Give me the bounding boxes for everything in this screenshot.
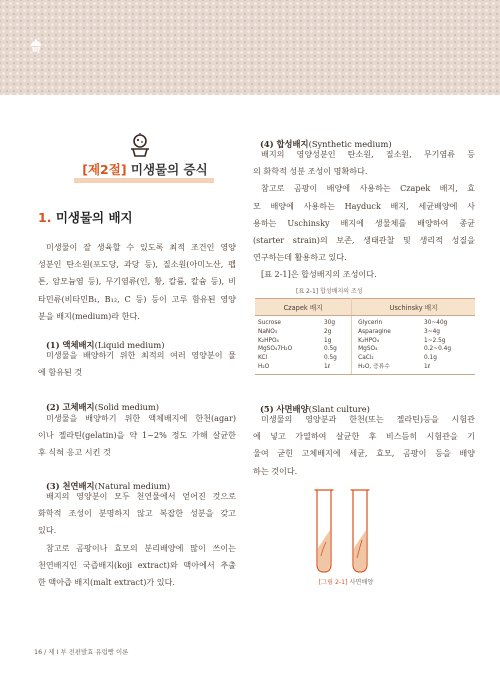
item-1-line: 에 함유된 것	[38, 367, 83, 378]
heading-title: 미생물의 배지	[55, 210, 133, 225]
item-2-body	[38, 410, 236, 462]
intro-line: 타민류(비타민B₁, B₁₂, C 등) 등이 고루 함유된 영양	[38, 293, 236, 304]
header-band	[0, 0, 500, 95]
section-number: [제2절]	[82, 162, 127, 177]
item-2-line: 이나 젤라틴(gelatin)을 약 1~2% 정도 가해 살균한	[38, 430, 236, 441]
item-5-line: 울여 굳힌 고체배지에 세균, 효모, 곰팡이 등을 배양	[253, 448, 475, 459]
item-4-line: (starter strain)의 보존, 생태관찰 및 생리적 성질을	[253, 235, 475, 246]
item-5-line: 미생물의 영양분과 한천(또는 젤라틴)등을 시험관	[261, 414, 475, 424]
section-title-underline	[74, 178, 214, 183]
table-cell: K₂HPO₄	[258, 337, 279, 344]
item-1-english: (Liquid medium)	[94, 340, 165, 350]
item-2-number: (2)	[46, 402, 60, 412]
table-row	[255, 363, 475, 374]
item-3-number: (3)	[46, 481, 60, 491]
item-3-line: 천연배지인 국즙배지(koji extract)와 맥아에서 추출	[38, 559, 236, 570]
intro-paragraph	[38, 239, 236, 325]
table-row	[255, 328, 475, 337]
item-5-body	[253, 411, 475, 480]
intro-line: 분을 배지(medium)라 한다.	[38, 310, 140, 321]
table-cell: H₂O, 증류수	[352, 363, 422, 374]
table-caption: [표 2-1] 합성배지의 조성	[296, 288, 363, 295]
item-4-name: 합성배지	[276, 139, 309, 149]
table-cell: CaCl₂	[358, 355, 374, 362]
item-5-name: 사면배양	[276, 404, 309, 414]
section-title-text: 미생물의 증식	[130, 162, 208, 177]
intro-line: 톤, 암모늄염 등), 무기염류(인, 황, 칼륨, 칼슘 등), 비	[38, 276, 236, 287]
item-4-number: (4)	[260, 139, 274, 149]
table-header-uschinsky: Uschinsky 배지	[352, 299, 475, 316]
item-3-line: 한 맥아즙 배지(malt extract)가 있다.	[38, 577, 175, 588]
table-row	[255, 337, 475, 346]
test-tube-right	[351, 490, 370, 572]
item-3-body	[38, 488, 236, 591]
item-4-line: 배지의 영양성분인 탄소원, 질소원, 무기염류 등	[261, 149, 475, 159]
test-tube-left	[315, 490, 334, 572]
table-cell: MgSO₄7H₂O	[258, 346, 293, 353]
item-4-english: (Synthetic medium)	[308, 139, 392, 149]
item-2-english: (Solid medium)	[94, 402, 159, 412]
page-footer: 16 / 제 Ⅰ 부 전편발효 유럽빵 이론	[34, 648, 129, 656]
heading	[38, 208, 133, 226]
table-cell: 30g	[322, 316, 352, 328]
item-5-english: (Slant culture)	[308, 404, 370, 414]
table-row	[255, 345, 475, 354]
item-3-line: 있다.	[38, 525, 57, 536]
media-composition-table	[255, 298, 475, 375]
table-cell: 1ℓ	[422, 363, 475, 374]
figure-caption-text: 사면배양	[349, 579, 374, 586]
table-cell: MgSO₄	[358, 346, 378, 353]
item-3-line: 배지의 영양분이 모두 천연물에서 얻어진 것으로	[46, 491, 236, 501]
item-4-line: 의 화학적 성분 조성이 명확하다.	[253, 166, 368, 177]
figure-tag: [그림 2-1]	[318, 579, 348, 586]
table-cell: 3~4g	[424, 328, 440, 335]
table-cell: 2g	[322, 328, 352, 337]
slant-culture-test-tubes	[303, 486, 383, 576]
item-3-name: 천연배지	[62, 481, 95, 491]
table-cell: 0.2~0.4g	[424, 346, 452, 353]
table-header-row	[255, 299, 475, 316]
table-cell: K₂HPO₄	[358, 337, 380, 344]
item-3-line: 화학적 조성이 분명하지 않고 복잡한 성분을 갖고	[38, 508, 236, 519]
item-4-line: [표 2-1]은 합성배지의 조성이다.	[261, 269, 377, 280]
table-row	[255, 316, 475, 328]
table-cell: H₂O	[255, 363, 322, 374]
table-cell: Glycerin	[358, 320, 383, 326]
item-3-line: 참고로 곰팡이나 효모의 분리배양에 많이 쓰이는	[46, 542, 236, 553]
item-4-line: 연구하는데 활용하고 있다.	[253, 252, 347, 263]
table-cell: 0.5g	[322, 345, 352, 354]
intro-line: 미생물이 잘 생육할 수 있도록 최적 조건인 영양	[46, 242, 236, 252]
table-cell: 0.1g	[424, 355, 437, 362]
item-2-name: 고체배지	[62, 402, 95, 412]
table-cell: KCl	[258, 355, 268, 362]
table-cell: 1g	[322, 337, 352, 346]
item-2-line: 미생물을 배양하기 위한 액체배지에 한천(agar)	[46, 413, 236, 423]
item-5-line: 하는 것이다.	[253, 465, 298, 476]
item-4-line: 모 배양에 사용하는 Hayduck 배지, 세균배양에 사	[253, 200, 475, 211]
item-4-body	[253, 146, 475, 284]
item-1-number: (1)	[46, 340, 60, 350]
table-header-czapek: Czapek 배지	[255, 299, 352, 316]
item-1-body	[38, 347, 236, 381]
cupcake-icon	[28, 38, 44, 54]
table-cell: 0.5g	[322, 354, 352, 363]
table-cell: NaNO₃	[258, 328, 278, 335]
table-cell: 1ℓ	[322, 363, 352, 374]
heading-number: 1.	[38, 210, 52, 225]
intro-line: 성분인 탄소원(포도당, 과당 등), 질소원(아미노산, 펩	[38, 259, 236, 270]
figure-caption	[300, 577, 392, 586]
table-cell: 30~40g	[424, 320, 448, 326]
item-5-number: (5)	[260, 404, 274, 414]
microbe-emblem-icon	[127, 132, 153, 158]
table-row	[255, 354, 475, 363]
item-5-line: 에 넣고 가열하여 살균한 후 비스듬히 시험관을 기	[253, 431, 475, 442]
item-3-english: (Natural medium)	[94, 481, 171, 491]
table-cell: 1~2.5g	[424, 337, 446, 344]
table-cell: Asparagine	[358, 328, 391, 335]
item-1-line: 미생물을 배양하기 위한 최적의 여러 영양분이 물	[46, 350, 236, 360]
item-1-name: 액체배지	[62, 340, 95, 350]
section-title	[70, 160, 220, 178]
item-2-line: 후 식혀 응고 시킨 것	[38, 447, 111, 458]
item-4-line: 용하는 Uschinsky 배지에 생물체를 배양하여 종균	[253, 217, 475, 228]
item-4-line: 참고로 곰팡이 배양에 사용하는 Czapek 배지, 효	[261, 183, 475, 194]
table-cell: Sucrose	[258, 320, 281, 326]
